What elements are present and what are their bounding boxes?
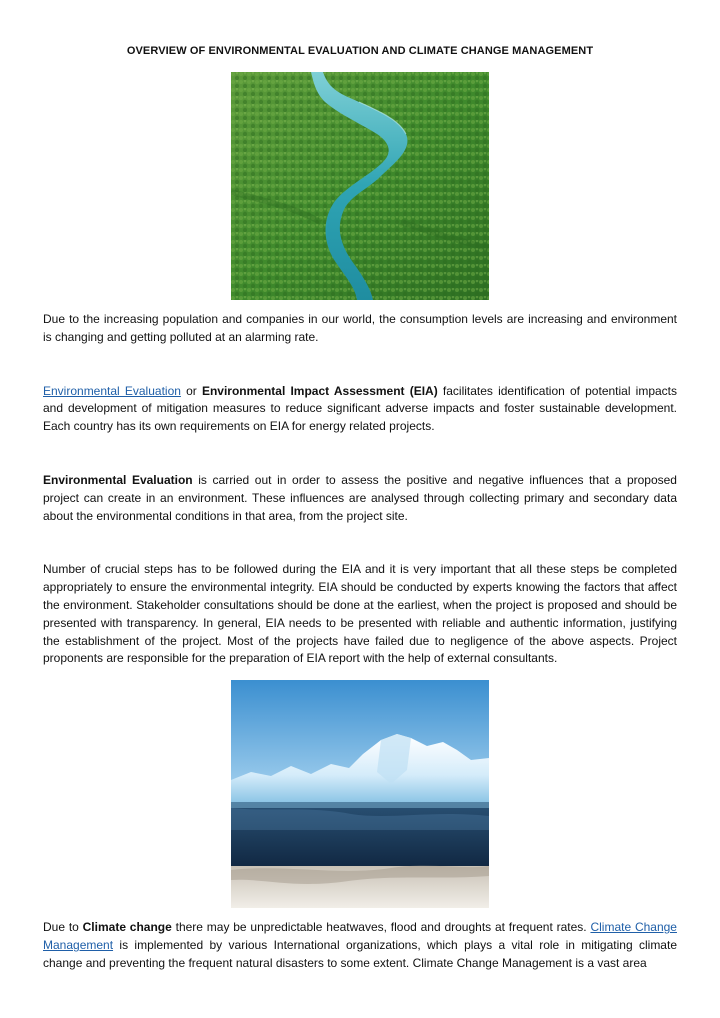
paragraph-evaluation: [43, 472, 677, 525]
paragraph-text: is carried out in order to assess the positive and negative influences that a proposed project can create in an environment. These influences are analysed through collecting primary and secondary data about the environmental conditions in that area, from the project site.: [43, 472, 677, 523]
forest-river-photo: [231, 72, 489, 300]
climate-change-bold-term: Climate change: [82, 920, 172, 935]
paragraph-text: Due to: [43, 920, 83, 935]
environmental-evaluation-bold-term: Environmental Evaluation: [43, 472, 193, 487]
page-title: OVERVIEW OF ENVIRONMENTAL EVALUATION AND CLIMATE CHANGE MANAGEMENT: [126, 45, 594, 57]
iceberg-photo: [231, 680, 489, 908]
eia-bold-term: Environmental Impact Assessment (EIA): [201, 383, 438, 398]
paragraph-text: or: [180, 383, 202, 398]
paragraph-climate: [43, 919, 677, 972]
paragraph-eia: [43, 383, 677, 436]
paragraph-text: facilitates identification of potential impacts and development of mitigation measures to reduce significant adverse impacts and foster sustainable development. Each country has its own requirements on EIA for energy related projects.: [43, 383, 678, 434]
paragraph-text: there may be unpredictable heatwaves, flood and droughts at frequent rates.: [171, 920, 591, 935]
environmental-evaluation-link[interactable]: Environmental Evaluation: [43, 383, 181, 398]
paragraph-intro: Due to the increasing population and companies in our world, the consumption levels are increasing and environment is changing and getting polluted at an alarming rate.: [43, 312, 677, 344]
paragraph-steps: Number of crucial steps has to be followed during the EIA and it is very important that all these steps be completed appropriately to ensure the environmental integrity. EIA should be conducted by experts knowing the factors that affect the environment. Stakeholder consultations should be done at the earliest, when the project is proposed and should be presented with transparency. In general, EIA needs to be presented with reliable and authentic information, justifying the establishment of the project. Most of the projects have failed due to negligence of the above aspects. Project proponents are responsible for the preparation of EIA report with the help of external consultants.: [43, 562, 677, 666]
paragraph-text: is implemented by various International organizations, which plays a vital role in mitigating climate change and preventing the frequent natural disasters to some extent. Climate Change Management is a vast area: [43, 937, 677, 970]
climate-change-management-link[interactable]: Climate Change Management: [43, 920, 677, 952]
